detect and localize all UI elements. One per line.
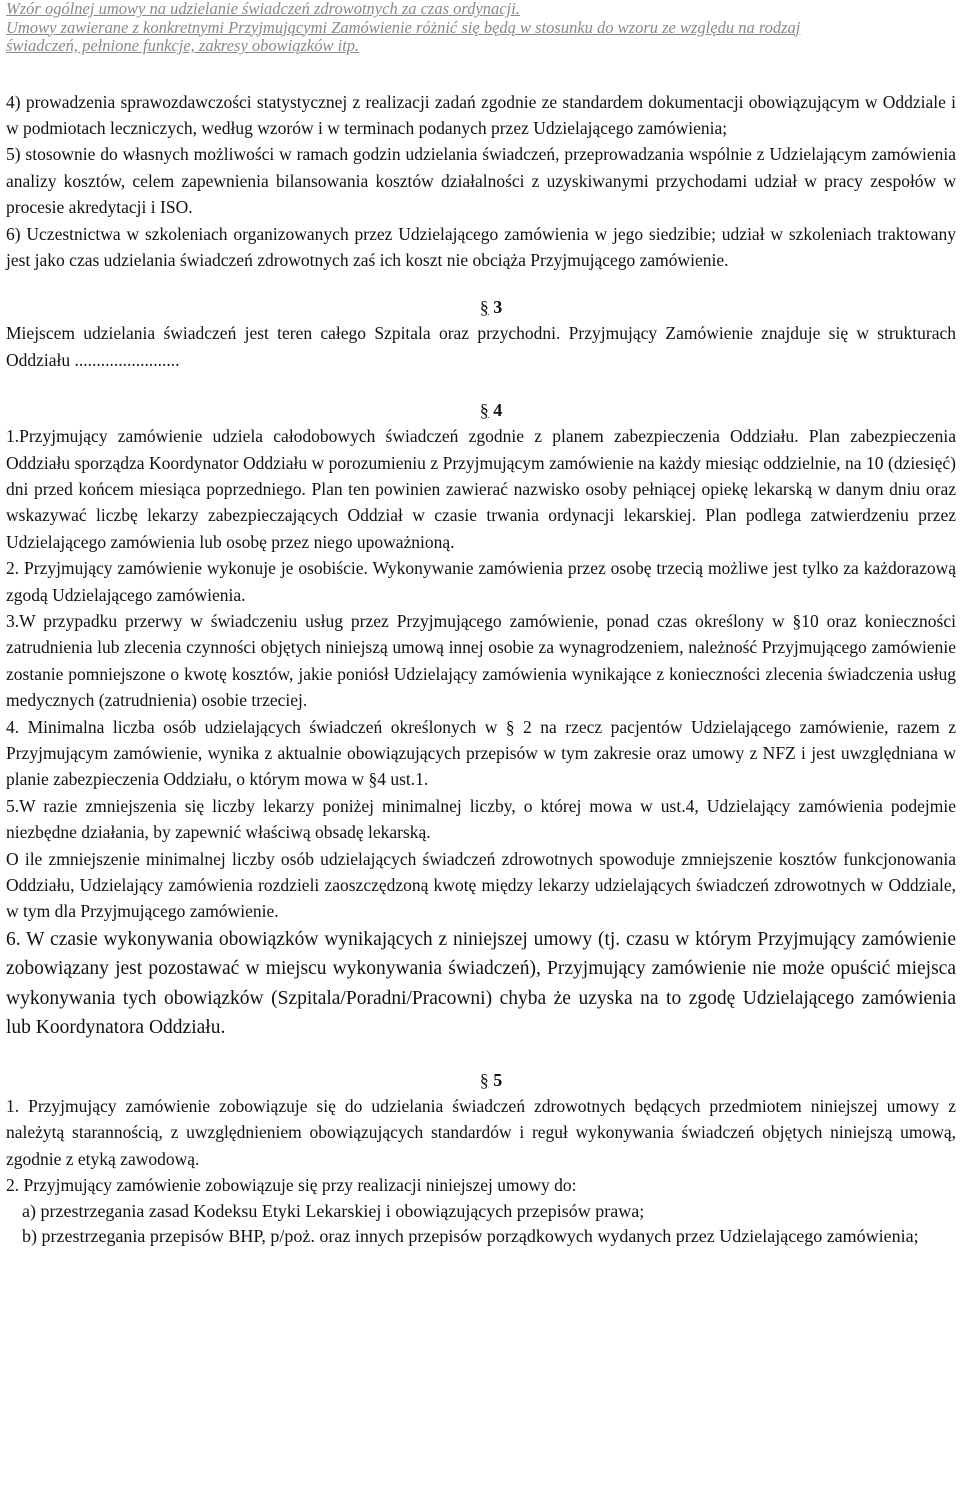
section-4-item-3: 3.W przypadku przerwy w świadczeniu usług przez Przyjmującego zamówienie, ponad czas określony w §10 oraz konieczności zatrudnienia lub zlecenia czynności objętych niniejszą umową innej osobie za wynagrodzeniem, należność Przyjmującego zamówienie zostanie pomniejszone o kwotę kosztów, jakie poniósł Udzielający zamówienia wynikające z konieczności zlecenia świadczenia usług medycznych (zatrudnienia) osobie trzeciej. [6,611,956,711]
section-5-item-2a: a) przestrzegania zasad Kodeksu Etyki Lekarskiej i obowiązujących przepisów prawa; [22,1200,645,1221]
document-header [6,0,956,56]
section-5-heading [6,1067,956,1093]
section-number: 3 [493,297,503,318]
paragraph-item-6: 6) Uczestnictwa w szkoleniach organizowanych przez Udzielającego zamówienia w jego siedzibie; udział w szkoleniach traktowany jest jako czas udzielania świadczeń zdrowotnych zaś ich koszt nie obciąża Przyjmującego zamówienie. [6,223,956,270]
section-5-item-2b: b) przestrzegania przepisów BHP, p/poż. oraz innych przepisów porządkowych wydanych przez Udzielającego zamówienia; [22,1226,919,1246]
section-symbol: § [479,400,489,421]
section-number: 5 [493,1069,503,1090]
section-number: 4 [493,400,503,421]
section-symbol: § [479,1069,489,1090]
paragraph-item-5: 5) stosownie do własnych możliwości w ramach godzin udzielania świadczeń, przeprowadzania wspólnie z Udzielającym zamówienia analizy kosztów, celem zapewnienia bilansowania kosztów działalności z uzyskiwanymi przychodami udział w pracy zespołów w procesie akredytacji i ISO. [6,144,956,218]
section-4-heading [6,397,956,423]
header-line-2: Umowy zawierane z konkretnymi Przyjmującymi Zamówienie różnić się będą w stosunku do wzoru ze względu na rodzaj [6,17,801,37]
section-4-item-6: 6. W czasie wykonywania obowiązków wynikających z niniejszej umowy (tj. czasu w którym Przyjmujący zamówienie zobowiązany jest pozostawać w miejscu wykonywania świadczeń), Przyjmujący zamówienie nie może opuścić miejsca wykonywania tych obowiązków (Szpitala/Poradni/Pracowni) chyba że uzyska na to zgodę Udzielającego zamówienia lub Koordynatora Oddziału. [6,928,956,1039]
section-3-heading [6,294,956,320]
section-3-text: Miejscem udzielania świadczeń jest teren całego Szpitala oraz przychodni. Przyjmujący Zamówienie znajduje się w strukturach Oddziału ........................ [6,323,956,370]
section-4-item-4: 4. Minimalna liczba osób udzielających świadczeń określonych w § 2 na rzecz pacjentów Udzielającego zamówienie, razem z Przyjmującym zamówienie, wynika z aktualnie obowiązujących przepisów w tym zakresie oraz umowy z NFZ i jest uwzględniana w planie zabezpieczenia Oddziału, o którym mowa w §4 ust.1. [6,716,956,790]
section-symbol: § [479,297,489,318]
section-4-item-2: 2. Przyjmujący zamówienie wykonuje je osobiście. Wykonywanie zamówienia przez osobę trzecią możliwe jest tylko za każdorazową zgodą Udzielającego zamówienia. [6,558,956,605]
section-4-item-1: 1.Przyjmujący zamówienie udziela całodobowych świadczeń zgodnie z planem zabezpieczenia Oddziału. Plan zabezpieczenia Oddziału sporządza Koordynator Oddziału w porozumieniu z Przyjmującym zamówienie na każdy miesiąc oddzielnie, na 10 (dziesięć) dni przed końcem miesiąca poprzedniego. Plan ten powinien zawierać nazwisko osoby pełniącej opiekę lekarską w danym dniu oraz wskazywać liczbę lekarzy zabezpieczających Oddział w czasie trwania ordynacji lekarskiej. Plan podlega zatwierdzeniu przez Udzielającego zamówienia lub osobę przez niego upoważnioną. [6,426,956,552]
section-5-item-2: 2. Przyjmujący zamówienie zobowiązuje się przy realizacji niniejszej umowy do: [6,1175,577,1196]
section-4-item-5-continued: O ile zmniejszenie minimalnej liczby osób udzielających świadczeń zdrowotnych spowoduje zmniejszenie kosztów funkcjonowania Oddziału, Udzielający zamówienia rozdzieli zaoszczędzoną kwotę między lekarzy udzielających świadczeń zdrowotnych w Oddziale, w tym dla Przyjmującego zamówienie. [6,848,956,922]
header-line-3: świadczeń, pełnione funkcje, zakresy obowiązków itp. [6,36,360,55]
section-4-item-5: 5.W razie zmniejszenia się liczby lekarzy poniżej minimalnej liczby, o której mowa w ust.4, Udzielający zamówienia podejmie niezbędne działania, by zapewnić właściwą obsadę lekarską. [6,795,956,843]
paragraph-item-4: 4) prowadzenia sprawozdawczości statystycznej z realizacji zadań zgodnie ze standardem dokumentacji obowiązującym w Oddziale i w podmiotach leczniczych, według wzorów i w terminach podanych przez Udzielającego zamówienia; [6,91,956,138]
header-line-1: Wzór ogólnej umowy na udzielanie świadczeń zdrowotnych za czas ordynacji. [6,0,520,18]
section-5-item-1: 1. Przyjmujący zamówienie zobowiązuje się do udzielania świadczeń zdrowotnych będących przedmiotem niniejszej umowy z należytą starannością, z uwzględnieniem obowiązujących standardów i reguł wykonywania świadczeń objętych niniejszą umową, zgodnie z etyką zawodową. [6,1095,956,1169]
document-page [6,0,956,1250]
